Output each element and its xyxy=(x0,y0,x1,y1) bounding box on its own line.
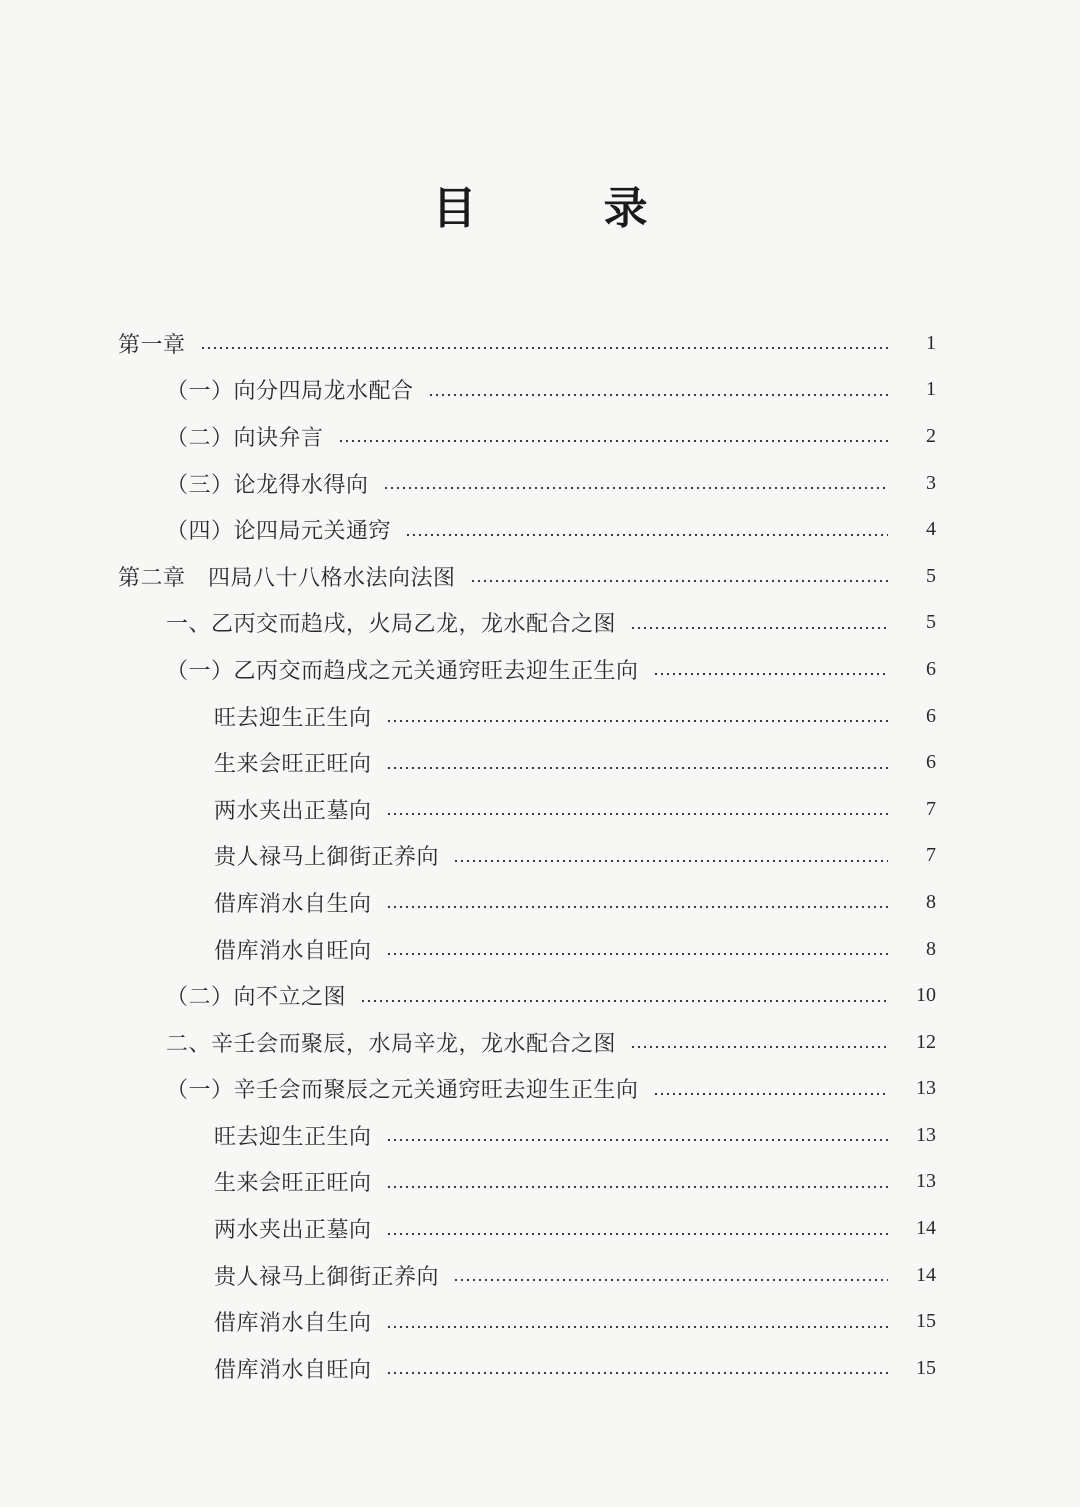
toc-page-number: 13 xyxy=(916,1123,936,1146)
toc-page-number: 13 xyxy=(916,1077,936,1100)
dot-leader xyxy=(338,440,888,442)
toc-entry-title: 贵人禄马上御街正养向 xyxy=(214,845,440,871)
dot-leader xyxy=(453,1279,888,1281)
toc-page-number: 6 xyxy=(926,751,936,774)
dot-leader xyxy=(428,394,888,396)
toc-entry[interactable] xyxy=(0,1019,1080,1066)
dot-leader xyxy=(360,1000,888,1002)
toc-page-number: 7 xyxy=(926,844,936,867)
dot-leader xyxy=(386,906,888,908)
toc-page-number: 3 xyxy=(926,471,936,494)
toc-entry-title: （一）向分四局龙水配合 xyxy=(166,379,414,405)
toc-entry-title: （二）向诀弁言 xyxy=(166,425,324,451)
toc-page-number: 14 xyxy=(916,1263,936,1286)
toc-page-number: 6 xyxy=(926,704,936,727)
toc-entry[interactable] xyxy=(0,1345,1080,1392)
toc-entry[interactable] xyxy=(0,600,1080,647)
toc-page-number: 1 xyxy=(926,378,936,401)
toc-entry-title: 借库消水自生向 xyxy=(214,891,372,917)
toc-entry[interactable] xyxy=(0,739,1080,786)
dot-leader xyxy=(470,580,888,582)
toc-entry[interactable] xyxy=(0,320,1080,367)
toc-page-number: 14 xyxy=(916,1217,936,1240)
dot-leader xyxy=(630,627,888,629)
toc-entry-title: 第二章 四局八十八格水法向法图 xyxy=(118,565,456,591)
toc-page-number: 8 xyxy=(926,890,936,913)
dot-leader xyxy=(653,673,888,675)
dot-leader xyxy=(383,487,888,489)
toc-page-number: 15 xyxy=(916,1310,936,1333)
toc-entry-title: （三）论龙得水得向 xyxy=(166,472,369,498)
toc-entry-title: 两水夹出正墓向 xyxy=(214,1218,372,1244)
toc-entry[interactable] xyxy=(0,367,1080,414)
toc-entry[interactable] xyxy=(0,879,1080,926)
dot-leader xyxy=(453,860,888,862)
toc-entry[interactable] xyxy=(0,1298,1080,1345)
toc-page-number: 6 xyxy=(926,657,936,680)
dot-leader xyxy=(630,1046,888,1048)
toc-entry[interactable] xyxy=(0,786,1080,833)
toc-entry-title: （四）论四局元关通窍 xyxy=(166,519,392,545)
page-title: 目 录 xyxy=(432,183,704,234)
toc-entry[interactable] xyxy=(0,693,1080,740)
toc-entry-title: （一）乙丙交而趋戌之元关通窍旺去迎生正生向 xyxy=(166,658,639,684)
toc-entry-title: 两水夹出正墓向 xyxy=(214,798,372,824)
toc-entry-title: （二）向不立之图 xyxy=(166,985,347,1011)
toc-page-number: 10 xyxy=(916,984,936,1007)
toc-page-number: 5 xyxy=(926,611,936,634)
toc-entry-title: 第一章 xyxy=(118,332,186,358)
toc-page-number: 7 xyxy=(926,797,936,820)
toc-entry-title: 旺去迎生正生向 xyxy=(214,705,372,731)
toc-page-number: 13 xyxy=(916,1170,936,1193)
toc-entry[interactable] xyxy=(0,972,1080,1019)
dot-leader xyxy=(386,813,888,815)
dot-leader xyxy=(386,1186,888,1188)
toc-entry[interactable] xyxy=(0,1112,1080,1159)
toc-entry[interactable] xyxy=(0,1252,1080,1299)
toc-entry-title: 借库消水自旺向 xyxy=(214,938,372,964)
toc-page-number: 8 xyxy=(926,937,936,960)
dot-leader xyxy=(200,347,888,349)
toc-entry[interactable] xyxy=(0,1066,1080,1113)
toc-page-number: 1 xyxy=(926,331,936,354)
toc-entry[interactable] xyxy=(0,1159,1080,1206)
toc-entry[interactable] xyxy=(0,413,1080,460)
toc-page-number: 2 xyxy=(926,424,936,447)
toc-entry-title: 贵人禄马上御街正养向 xyxy=(214,1264,440,1290)
dot-leader xyxy=(653,1093,888,1095)
toc-page-number: 5 xyxy=(926,564,936,587)
dot-leader xyxy=(405,534,888,536)
table-of-contents xyxy=(0,320,1080,1392)
toc-entry[interactable] xyxy=(0,553,1080,600)
toc-entry[interactable] xyxy=(0,646,1080,693)
toc-entry[interactable] xyxy=(0,833,1080,880)
toc-entry[interactable] xyxy=(0,926,1080,973)
toc-entry-title: 借库消水自旺向 xyxy=(214,1357,372,1383)
toc-page-number: 12 xyxy=(916,1030,936,1053)
toc-entry-title: 旺去迎生正生向 xyxy=(214,1124,372,1150)
toc-entry[interactable] xyxy=(0,1205,1080,1252)
toc-entry[interactable] xyxy=(0,460,1080,507)
dot-leader xyxy=(386,953,888,955)
toc-entry-title: 二、辛壬会而聚辰，水局辛龙，龙水配合之图 xyxy=(166,1031,617,1057)
dot-leader xyxy=(386,1372,888,1374)
toc-entry[interactable] xyxy=(0,506,1080,553)
dot-leader xyxy=(386,720,888,722)
dot-leader xyxy=(386,1139,888,1141)
toc-entry-title: 生来会旺正旺向 xyxy=(214,752,372,778)
dot-leader xyxy=(386,1326,888,1328)
toc-page-number: 15 xyxy=(916,1356,936,1379)
dot-leader xyxy=(386,767,888,769)
toc-entry-title: 借库消水自生向 xyxy=(214,1311,372,1337)
toc-entry-title: 生来会旺正旺向 xyxy=(214,1171,372,1197)
toc-entry-title: 一、乙丙交而趋戌，火局乙龙，龙水配合之图 xyxy=(166,612,617,638)
toc-entry-title: （一）辛壬会而聚辰之元关通窍旺去迎生正生向 xyxy=(166,1078,639,1104)
dot-leader xyxy=(386,1233,888,1235)
toc-page-number: 4 xyxy=(926,518,936,541)
